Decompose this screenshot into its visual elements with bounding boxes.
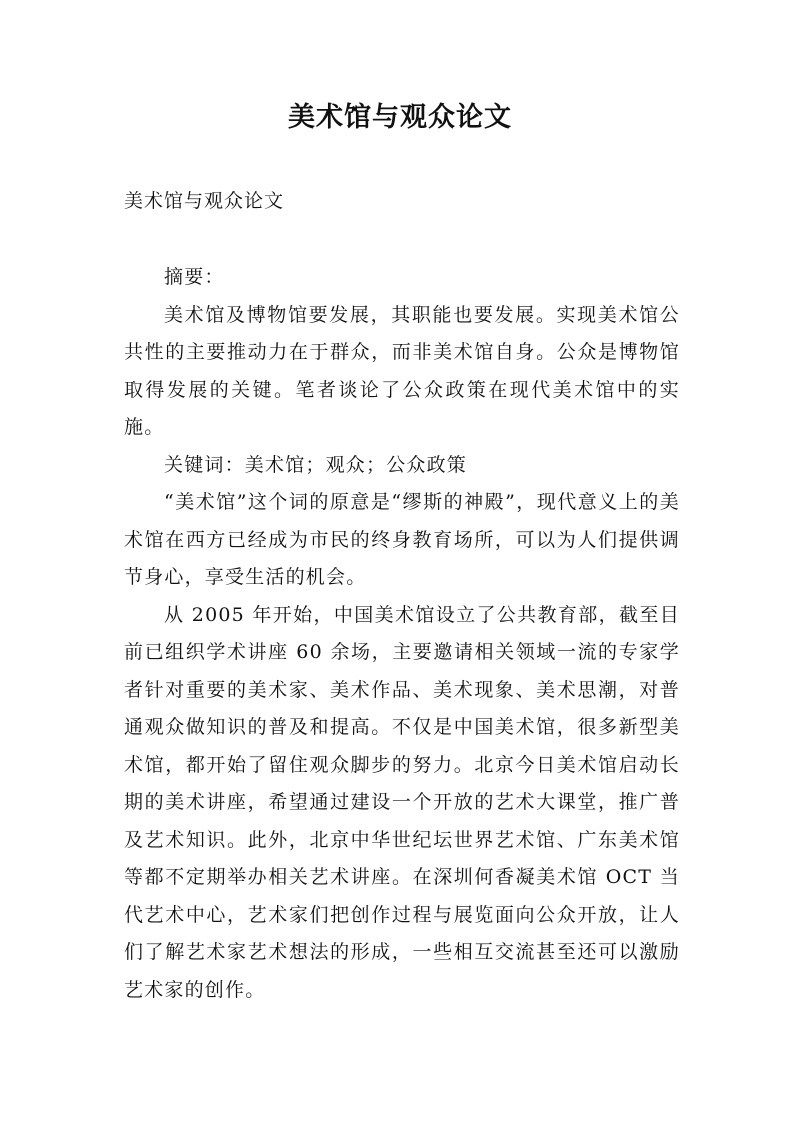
document-title: 美术馆与观众论文	[288, 102, 512, 133]
body-paragraph-2: 从 2005 年开始，中国美术馆设立了公共教育部，截至目前已组织学术讲座 60 余场，主要邀请相关领域一流的专家学者针对重要的美术家、美术作品、美术现象、美术思潮，对普通观众做知识的普及和提高。不仅是中国美术馆，很多新型美术馆，都开始了留住观众脚步的努力。北京今日美术馆启动长期的美术讲座，希望通过建设一个开放的艺术大课堂，推广普及艺术知识。此外，北京中华世纪坛世界艺术馆、广东美术馆等都不定期举办相关艺术讲座。在深圳何香凝美术馆 OCT 当代艺术中心，艺术家们把创作过程与展览面向公众开放，让人们了解艺术家艺术想法的形成，一些相互交流甚至还可以激励艺术家的创作。	[124, 603, 680, 1001]
document-body	[124, 259, 680, 1009]
keywords-paragraph: 关键词：美术馆；观众；公众政策	[164, 453, 468, 476]
body-paragraph-1: “美术馆”这个词的原意是“缪斯的神殿”，现代意义上的美术馆在西方已经成为市民的终身教育场所，可以为人们提供调节身心，享受生活的机会。	[124, 491, 680, 588]
document-subtitle: 美术馆与观众论文	[124, 190, 285, 212]
abstract-heading: 摘要：	[164, 266, 225, 288]
abstract-paragraph: 美术馆及博物馆要发展，其职能也要发展。实现美术馆公共性的主要推动力在于群众，而非美术馆自身。公众是博物馆取得发展的关键。笔者谈论了公众政策在现代美术馆中的实施。	[124, 303, 680, 438]
